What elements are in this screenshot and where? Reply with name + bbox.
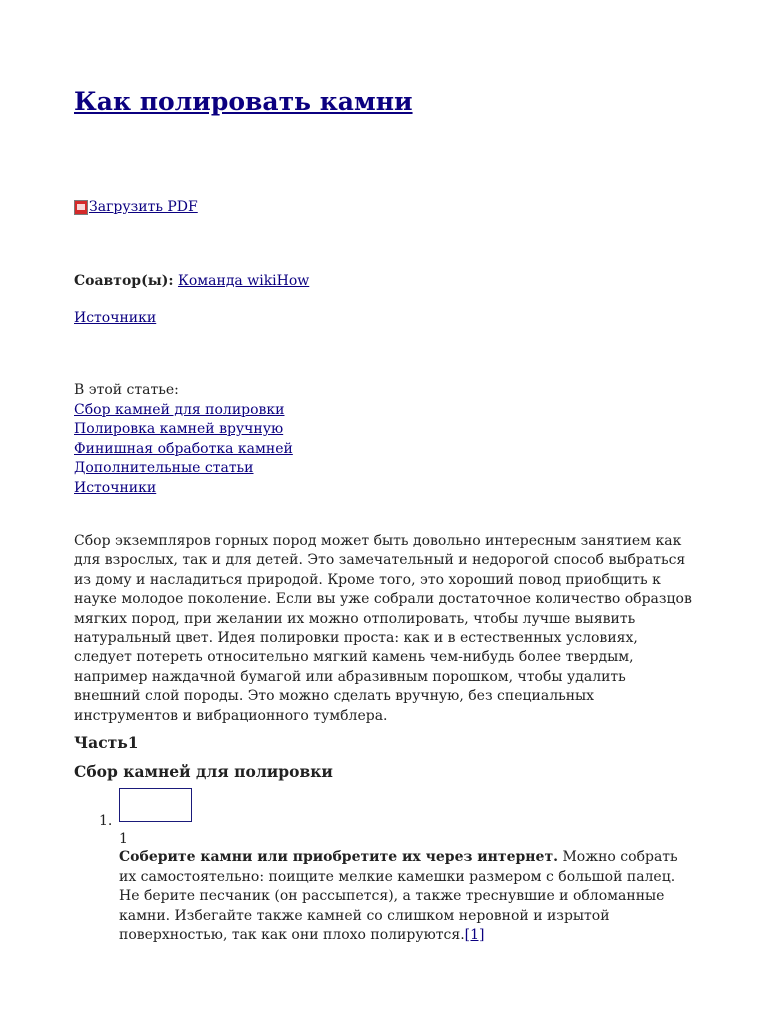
toc-item-related-articles[interactable]: Дополнительные статьи [74, 460, 254, 476]
part-label: Часть1 [74, 733, 139, 752]
sources-section [74, 308, 156, 328]
coauthors-link[interactable]: Команда wikiHow [177, 273, 310, 289]
step-index: 1 [119, 831, 128, 847]
step-body-text: Можно собрать их самостоятельно: поищите мелкие камешки размером с большой палец. Не берите песчаник (он рассыпется), а также треснувшие и обломанные камни. Избегайте также камней со слишком неровной и изрытой поверхностью, так как они плохо полируются. [119, 849, 678, 943]
title-link[interactable]: Как полировать камни [74, 87, 413, 116]
toc-item-finishing[interactable]: Финишная обработка камней [74, 440, 293, 457]
page-title [74, 82, 413, 122]
pdf-icon[interactable] [74, 200, 88, 215]
step-reference-link[interactable]: [1] [464, 927, 485, 943]
toc-item-sources[interactable]: Источники [74, 479, 157, 496]
toc-item-collect[interactable]: Сбор камней для полировки [74, 401, 285, 418]
step-image-placeholder[interactable] [119, 788, 192, 822]
table-of-contents [74, 381, 293, 498]
step-bold-text: Соберите камни или приобретите их через интернет. [119, 849, 558, 865]
part-title: Сбор камней для полировки [74, 762, 333, 781]
toc-heading: В этой статье: [74, 382, 179, 398]
sources-link[interactable]: Источники [74, 310, 157, 326]
step-list-number: 1. [99, 813, 113, 829]
download-pdf-link[interactable]: Загрузить PDF [89, 199, 198, 215]
coauthors [74, 271, 309, 291]
step-text [119, 848, 694, 946]
coauthors-label: Соавтор(ы): [74, 273, 174, 289]
intro-paragraph: Сбор экземпляров горных пород может быть довольно интересным занятием как для взрослых, так и для детей. Это замечательный и недорогой способ выбраться из дому и насладиться природой. Кроме того, это хороший повод приобщить к науке молодое поколение. Если вы уже собрали достаточное количество образцов мягких пород, при желании их можно отполировать, чтобы лучше выявить натуральный цвет. Идея полировки проста: как и в естественных условиях, следует потереть относительно мягкий камень чем-нибудь более твердым, например наждачной бумагой или абразивным порошком, чтобы удалить внешний слой породы. Это можно сделать вручную, без специальных инструментов и вибрационного тумблера. [74, 533, 692, 724]
download-pdf-row[interactable] [74, 197, 198, 217]
toc-item-polish-by-hand[interactable]: Полировка камней вручную [74, 421, 284, 437]
